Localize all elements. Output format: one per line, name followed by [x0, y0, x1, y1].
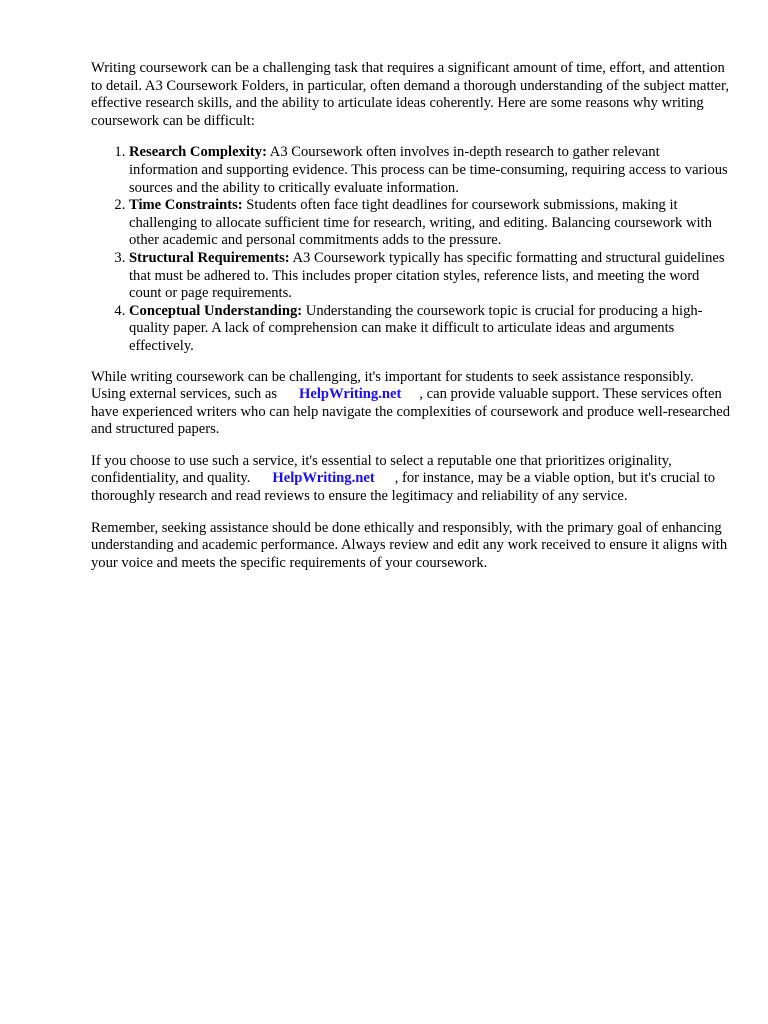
list-item: [129, 303, 731, 356]
reason-term: Structural Requirements:: [129, 249, 290, 266]
choose-text-before: If you choose to use such a service, it's essential to select a reputable one that prioritizes originality, confidentiality, and quality.: [91, 452, 672, 487]
helpwriting-link[interactable]: HelpWriting.net: [272, 470, 375, 487]
list-item: [129, 144, 731, 197]
assistance-paragraph: [91, 369, 731, 439]
reasons-list: [91, 144, 731, 355]
choose-text-after: , for instance, may be a viable option, but it's crucial to thoroughly research and read reviews to ensure the legitimacy and reliability of any service.: [91, 470, 716, 505]
reason-term: Conceptual Understanding:: [129, 302, 303, 319]
intro-paragraph: Writing coursework can be a challenging task that requires a significant amount of time, effort, and attention to detail. A3 Coursework Folders, in particular, often demand a thorough understanding of the subject matter, effective research skills, and the ability to articulate ideas coherently. Here are some reasons why writing coursework can be difficult:: [91, 60, 729, 129]
closing-paragraph: Remember, seeking assistance should be done ethically and responsibly, with the primary goal of enhancing understanding and academic performance. Always review and edit any work received to ensure it aligns with your voice and meets the specific requirements of your coursework.: [91, 519, 728, 571]
reason-text: Students often face tight deadlines for coursework submissions, making it challenging to allocate sufficient time for research, writing, and editing. Balancing coursework with other academic and personal commitments adds to the pressure.: [129, 197, 712, 249]
reason-text: A3 Coursework often involves in-depth research to gather relevant information and supporting evidence. This process can be time-consuming, requiring access to various sources and the ability to critically evaluate information.: [129, 144, 728, 196]
choose-service-paragraph: [91, 453, 731, 506]
assistance-text-after: , can provide valuable support. These services often have experienced writers who can help navigate the complexities of coursework and produce well-researched and structured papers.: [91, 386, 731, 438]
document-page: [91, 60, 731, 586]
assistance-text-before: While writing coursework can be challenging, it's important for students to seek assistance responsibly. Using external services, such as: [91, 368, 694, 403]
reason-text: A3 Coursework typically has specific formatting and structural guidelines that must be adhered to. This includes proper citation styles, reference lists, and meeting the word count or page requirements.: [129, 249, 725, 302]
reason-term: Time Constraints:: [129, 197, 243, 214]
list-item: [129, 250, 731, 303]
helpwriting-link[interactable]: HelpWriting.net: [299, 386, 402, 403]
reason-term: Research Complexity:: [129, 144, 267, 161]
list-item: [129, 197, 731, 250]
reason-text: Understanding the coursework topic is crucial for producing a high-quality paper. A lack of comprehension can make it difficult to articulate ideas and arguments effectively.: [129, 302, 703, 354]
